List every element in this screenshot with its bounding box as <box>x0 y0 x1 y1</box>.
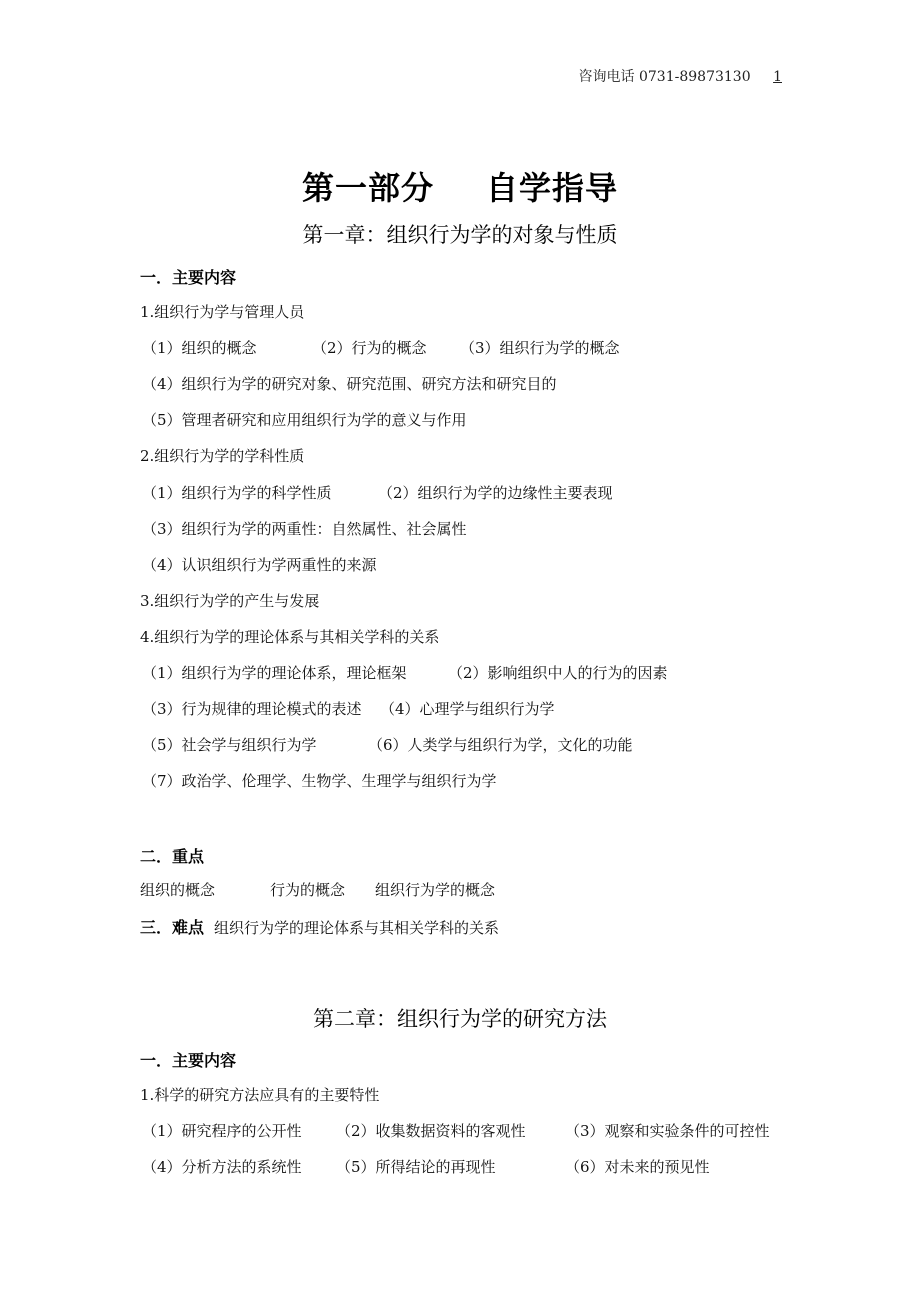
ch2-item-1-2: （2）收集数据资料的客观性 <box>336 1122 526 1140</box>
chapter1-section2-heading: 二．重点 <box>140 847 205 866</box>
ch1-item-2-4: （4）认识组织行为学两重性的来源 <box>142 556 377 574</box>
ch1-item-1-2: （2）行为的概念 <box>312 339 427 357</box>
ch2-item-1-6: （6）对未来的预见性 <box>565 1158 710 1176</box>
chapter2-section1-heading: 一．主要内容 <box>140 1051 237 1070</box>
chapter2-title: 第二章：组织行为学的研究方法 <box>313 1007 607 1031</box>
ch1-item-4-2: （2）影响组织中人的行为的因素 <box>448 664 668 682</box>
chapter1-title: 第一章：组织行为学的对象与性质 <box>302 223 618 247</box>
ch1-item-1-5: （5）管理者研究和应用组织行为学的意义与作用 <box>142 411 467 429</box>
ch1-item-4-5: （5）社会学与组织行为学 <box>142 736 317 754</box>
ch1-item-2: 2.组织行为学的学科性质 <box>140 447 305 465</box>
ch1-item-1-3: （3）组织行为学的概念 <box>460 339 620 357</box>
ch2-item-1-3: （3）观察和实验条件的可控性 <box>565 1122 770 1140</box>
key-point-3: 组织行为学的概念 <box>375 881 496 899</box>
ch2-item-1-5: （5）所得结论的再现性 <box>336 1158 496 1176</box>
ch1-item-2-2: （2）组织行为学的边缘性主要表现 <box>378 484 613 502</box>
difficulty-line <box>140 915 499 938</box>
ch1-item-4: 4.组织行为学的理论体系与其相关学科的关系 <box>140 628 440 646</box>
ch1-item-1: 1.组织行为学与管理人员 <box>140 303 305 321</box>
ch1-item-1-4: （4）组织行为学的研究对象、研究范围、研究方法和研究目的 <box>142 375 557 393</box>
ch1-item-4-4: （4）心理学与组织行为学 <box>380 700 555 718</box>
ch1-item-4-6: （6）人类学与组织行为学，文化的功能 <box>368 736 633 754</box>
difficulty-text: 组织行为学的理论体系与其相关学科的关系 <box>214 919 500 937</box>
part-title-left: 第一部分 <box>301 169 434 207</box>
ch1-item-2-3: （3）组织行为学的两重性：自然属性、社会属性 <box>142 520 467 538</box>
part-title-right: 自学指导 <box>486 169 619 207</box>
ch2-item-1: 1.科学的研究方法应具有的主要特性 <box>140 1086 380 1104</box>
chapter1-section3-heading: 三．难点 <box>140 918 205 937</box>
ch2-item-1-4: （4）分析方法的系统性 <box>142 1158 302 1176</box>
contact-phone: 咨询电话 0731-89873130 <box>578 69 751 85</box>
ch1-item-4-1: （1）组织行为学的理论体系，理论框架 <box>142 664 407 682</box>
page-header <box>579 66 782 86</box>
ch1-item-2-1: （1）组织行为学的科学性质 <box>142 484 332 502</box>
ch1-item-3: 3.组织行为学的产生与发展 <box>140 592 320 610</box>
ch1-item-4-3: （3）行为规律的理论模式的表述 <box>142 700 362 718</box>
key-point-2: 行为的概念 <box>270 881 346 899</box>
page-number: 1 <box>773 69 782 85</box>
key-point-1: 组织的概念 <box>140 881 216 899</box>
chapter1-section1-heading: 一．主要内容 <box>140 268 237 287</box>
ch1-item-1-1: （1）组织的概念 <box>142 339 257 357</box>
ch1-item-4-7: （7）政治学、伦理学、生物学、生理学与组织行为学 <box>142 772 497 790</box>
ch2-item-1-1: （1）研究程序的公开性 <box>142 1122 302 1140</box>
part-title <box>0 163 920 209</box>
